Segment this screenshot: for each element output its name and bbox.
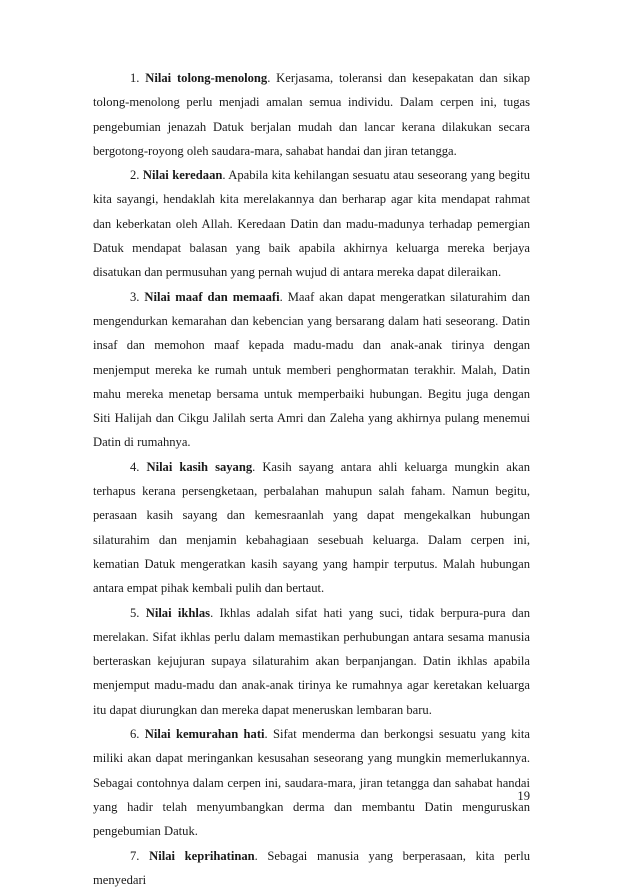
item-text: . Ikhlas adalah sifat hati yang suci, tidak berpura-pura dan merelakan. Sifat ikhlas perlu dalam memastikan perhubungan antara sesama manusia berteraskan kejujuran supaya silaturahim akan berpanjangan. Datin ikhlas apabila menjemput madu-madu dan anak-anak tirinya ke rumahnya agar keretakan keluarga itu dapat diurungkan dan mereka dapat meneruskan lembaran baru. <box>93 606 530 717</box>
item-term: Nilai ikhlas <box>146 606 210 620</box>
item-text: . Sifat menderma dan berkongsi sesuatu yang kita miliki akan dapat meringankan kesusahan seseorang yang mungkin memerlukannya. Sebagai contohnya dalam cerpen ini, saudara-mara, jiran tetangga dan sahabat handai yang hadir telah menyumbangkan derma dan membantu Datin menguruskan pengebumian Datuk. <box>93 727 530 838</box>
item-number: 3. <box>130 290 139 304</box>
page-number: 19 <box>505 789 530 804</box>
paragraph-nilai-maaf-dan-memaafi <box>93 285 530 455</box>
item-number: 2. <box>130 168 139 182</box>
item-number: 7. <box>130 849 139 863</box>
item-term: Nilai maaf dan memaafi <box>144 290 279 304</box>
paragraph-nilai-tolong-menolong <box>93 66 530 163</box>
document-body <box>93 66 530 892</box>
paragraph-nilai-kemurahan-hati <box>93 722 530 843</box>
paragraph-nilai-keredaan <box>93 163 530 284</box>
paragraph-nilai-kasih-sayang <box>93 455 530 601</box>
paragraph-nilai-ikhlas <box>93 601 530 722</box>
item-term: Nilai tolong-menolong <box>145 71 267 85</box>
item-term: Nilai kemurahan hati <box>145 727 265 741</box>
item-text: . Maaf akan dapat mengeratkan silaturahim dan mengendurkan kemarahan dan kebencian yang bersarang dalam hati seseorang. Datin insaf dan memohon maaf kepada madu-madu dan anak-anak tirinya dengan menjemput mereka ke rumah untuk memberi penghormatan terakhir. Malah, Datin mahu mereka menetap bersama untuk memperbaiki hubungan. Begitu juga dengan Siti Halijah dan Cikgu Jalilah serta Amri dan Zaleha yang akhirnya pulang menemui Datin di rumahnya. <box>93 290 530 450</box>
item-text: . Sebagai manusia yang berperasaan, kita perlu menyedari <box>93 849 530 887</box>
item-text: . Kasih sayang antara ahli keluarga mungkin akan terhapus kerana persengketaan, perbalahan mahupun salah faham. Namun begitu, perasaan kasih sayang dan kemesraanlah yang dapat mengekalkan hubungan silaturahim dan menjamin kebahagiaan sesebuah keluarga. Dalam cerpen ini, kematian Datuk mengeratkan kasih sayang yang hampir terputus. Malah hubungan antara empat pihak kembali pulih dan bertaut. <box>93 460 530 595</box>
item-number: 6. <box>130 727 139 741</box>
paragraph-nilai-keprihatinan <box>93 844 530 892</box>
item-term: Nilai kasih sayang <box>146 460 252 474</box>
item-number: 4. <box>130 460 139 474</box>
item-text: . Kerjasama, toleransi dan kesepakatan dan sikap tolong-menolong perlu menjadi amalan semua individu. Dalam cerpen ini, tugas pengebumian jenazah Datuk berjalan mudah dan lancar kerana dilakukan secara bergotong-royong oleh saudara-mara, sahabat handai dan jiran tetangga. <box>93 71 530 158</box>
item-number: 1. <box>130 71 139 85</box>
item-text: . Apabila kita kehilangan sesuatu atau seseorang yang begitu kita sayangi, hendaklah kita merelakannya dan berharap agar kita mendapat rahmat dan keberkatan oleh Allah. Keredaan Datin dan madu-madunya terhadap pemergian Datuk mendapat balasan yang baik apabila akhirnya keluarga mereka berjaya disatukan dan permusuhan yang pernah wujud di antara mereka dapat dileraikan. <box>93 168 530 279</box>
item-term: Nilai keredaan <box>143 168 222 182</box>
item-term: Nilai keprihatinan <box>149 849 255 863</box>
item-number: 5. <box>130 606 139 620</box>
